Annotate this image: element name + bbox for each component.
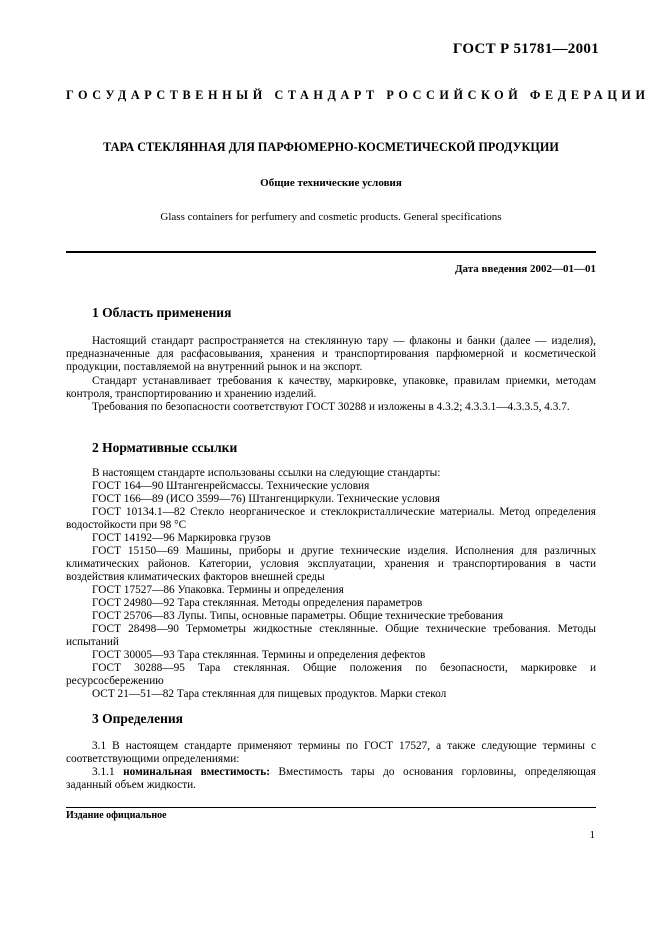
document-subtitle: Общие технические условия bbox=[260, 177, 402, 189]
definition-number: 3.1.1 bbox=[92, 766, 124, 778]
document-number: ГОСТ Р 51781—2001 bbox=[452, 41, 599, 57]
reference-item: ГОСТ 15150—69 Машины, приборы и другие технические изделия. Исполнения для различных климатических районов. Категории, условия эксплуатации, хранения и транспортирования в части воздействия климатических факторов внешней среды bbox=[66, 545, 596, 584]
document-title: ТАРА СТЕКЛЯННАЯ ДЛЯ ПАРФЮМЕРНО-КОСМЕТИЧЕСКОЙ ПРОДУКЦИИ bbox=[103, 140, 559, 154]
reference-item: ГОСТ 25706—83 Лупы. Типы, основные параметры. Общие технические требования bbox=[92, 610, 504, 622]
section-1-paragraph-3: Требования по безопасности соответствуют ГОСТ 30288 и изложены в 4.3.2; 4.3.3.1—4.3.3.5, 4.3.7. bbox=[92, 401, 570, 413]
reference-item: ГОСТ 14192—96 Маркировка грузов bbox=[92, 532, 271, 544]
page-number: 1 bbox=[589, 829, 595, 841]
reference-item: ГОСТ 30005—93 Тара стеклянная. Термины и определения дефектов bbox=[92, 649, 426, 661]
reference-item: ГОСТ 24980—92 Тара стеклянная. Методы определения параметров bbox=[92, 597, 423, 609]
reference-item: ГОСТ 166—89 (ИСО 3599—76) Штангенциркули. Технические условия bbox=[92, 493, 440, 505]
section-3-paragraph-2 bbox=[66, 766, 596, 792]
reference-item: ГОСТ 30288—95 Тара стеклянная. Общие положения по безопасности, маркировке и ресурсосбережению bbox=[66, 662, 596, 688]
reference-item: ГОСТ 17527—86 Упаковка. Термины и определения bbox=[92, 584, 344, 596]
footer-divider bbox=[66, 807, 596, 808]
section-3-heading: 3 Определения bbox=[92, 711, 183, 726]
definition-term: номинальная вместимость: bbox=[123, 766, 270, 778]
section-1-paragraph-1: Настоящий стандарт распространяется на стеклянную тару — флаконы и банки (далее — изделия), предназначенные для расфасовывания, хранения и транспортирования парфюмерной и косметической продукции, поставляемой на внутренний рынок и на экспорт. bbox=[66, 335, 596, 374]
reference-item: ОСТ 21—51—82 Тара стеклянная для пищевых продуктов. Марки стекол bbox=[92, 688, 447, 700]
reference-item: ГОСТ 164—90 Штангенрейсмассы. Технические условия bbox=[92, 480, 370, 492]
section-3-paragraph-1: 3.1 В настоящем стандарте применяют термины по ГОСТ 17527, а также следующие термины с соответствующими определениями: bbox=[66, 740, 596, 766]
introduction-date: Дата введения 2002—01—01 bbox=[454, 263, 596, 275]
reference-item: ГОСТ 10134.1—82 Стекло неорганическое и стеклокристаллические материалы. Метод определения водостойкости при 98 °С bbox=[66, 506, 596, 532]
english-title: Glass containers for perfumery and cosmetic products. General specifications bbox=[160, 211, 502, 223]
section-1-heading: 1 Область применения bbox=[92, 305, 232, 320]
section-2-heading: 2 Нормативные ссылки bbox=[92, 440, 238, 455]
section-2-intro: В настоящем стандарте использованы ссылки на следующие стандарты: bbox=[92, 467, 441, 479]
section-1-paragraph-2: Стандарт устанавливает требования к качеству, маркировке, упаковке, правилам приемки, методам контроля, транспортированию и хранению изделий. bbox=[66, 375, 596, 401]
reference-item: ГОСТ 28498—90 Термометры жидкостные стеклянные. Общие технические требования. Методы испытаний bbox=[66, 623, 596, 649]
state-standard-header: ГОСУДАРСТВЕННЫЙ СТАНДАРТ РОССИЙСКОЙ ФЕДЕРАЦИИ bbox=[66, 88, 650, 102]
official-edition-label: Издание официальное bbox=[66, 810, 167, 821]
title-divider bbox=[66, 251, 596, 253]
definition-text: Вместимость тары до основания горловины, определяющая заданный объем жидкости. bbox=[66, 766, 596, 792]
